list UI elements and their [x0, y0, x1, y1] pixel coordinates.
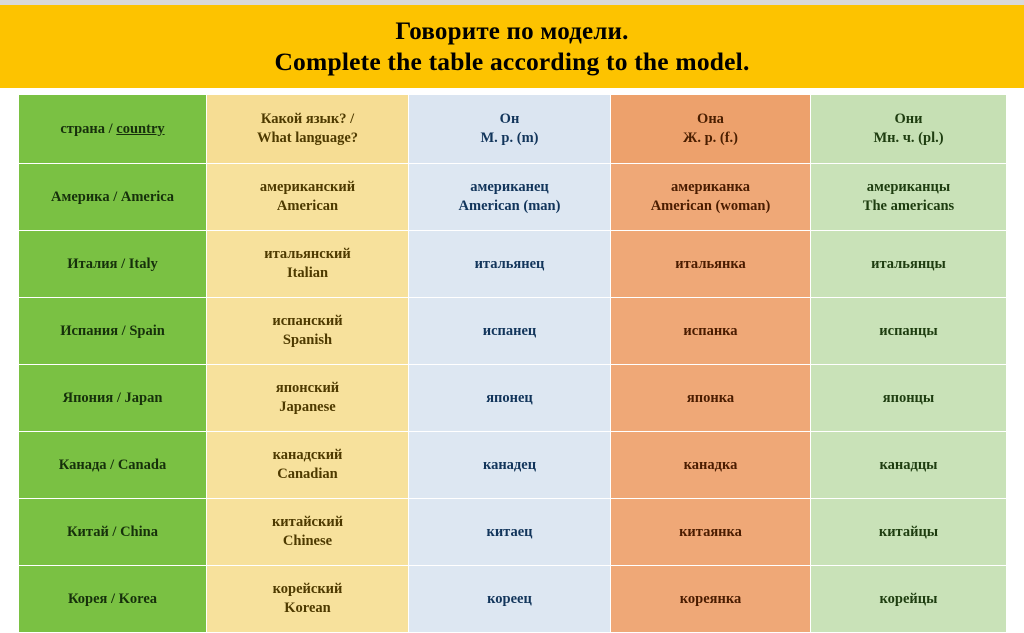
- header-plural-line2: Мн. ч. (pl.): [873, 130, 944, 146]
- cell-language-line1: американский: [259, 179, 356, 195]
- cell-language-line1: итальянский: [264, 246, 351, 262]
- cell-country-line1: Корея / Korea: [67, 590, 158, 607]
- header-cell-feminine: [611, 95, 811, 164]
- header-masculine-line1: Он: [499, 111, 520, 127]
- cell-feminine-line2: American (woman): [650, 198, 771, 214]
- title-line-russian: Говорите по модели.: [395, 17, 629, 45]
- cell-country: [19, 164, 207, 231]
- cell-language-line2: Canadian: [277, 466, 338, 482]
- cell-masculine-line1: испанец: [482, 322, 537, 339]
- cell-masculine: [409, 164, 611, 231]
- cell-plural-line1: корейцы: [879, 590, 938, 607]
- cell-country-line1: Китай / China: [67, 523, 158, 540]
- cell-feminine: [611, 365, 811, 432]
- cell-language-line2: Japanese: [279, 399, 336, 415]
- table-row: [19, 499, 1007, 566]
- cell-masculine-line1: китаец: [486, 523, 533, 540]
- header-cell-plural: [811, 95, 1007, 164]
- cell-language: [207, 231, 409, 298]
- cell-feminine: [611, 566, 811, 633]
- cell-feminine: [611, 499, 811, 566]
- cell-language: [207, 432, 409, 499]
- cell-masculine: [409, 499, 611, 566]
- cell-country: [19, 499, 207, 566]
- cell-language-line1: канадский: [272, 447, 343, 463]
- cell-feminine: [611, 231, 811, 298]
- cell-language: [207, 365, 409, 432]
- cell-plural: [811, 231, 1007, 298]
- cell-plural-line2: The americans: [862, 198, 955, 214]
- cell-country-line1: Канада / Canada: [58, 456, 167, 473]
- cell-plural: [811, 499, 1007, 566]
- cell-language: [207, 164, 409, 231]
- header-masculine-line2: М. р. (m): [480, 130, 539, 146]
- cell-language-line1: японский: [275, 380, 340, 396]
- table-row: [19, 432, 1007, 499]
- cell-language: [207, 499, 409, 566]
- cell-country-line1: Япония / Japan: [62, 389, 163, 406]
- header-language-line2: What language?: [256, 130, 359, 146]
- title-banner: [0, 5, 1024, 88]
- cell-plural-line1: американцы: [866, 179, 951, 195]
- cell-masculine: [409, 566, 611, 633]
- cell-country-line1: Америка / America: [50, 188, 174, 205]
- cell-feminine-line1: итальянка: [675, 255, 746, 272]
- cell-masculine-line1: японец: [486, 389, 533, 406]
- cell-feminine-line1: кореянка: [679, 590, 742, 607]
- cell-language-line2: American: [276, 198, 339, 214]
- cell-country: [19, 365, 207, 432]
- table-row: [19, 566, 1007, 633]
- cell-language-line1: испанский: [272, 313, 343, 329]
- cell-masculine-line1: американец: [470, 179, 549, 195]
- header-feminine-line1: Она: [697, 111, 724, 127]
- cell-country: [19, 231, 207, 298]
- cell-plural: [811, 365, 1007, 432]
- cell-plural: [811, 164, 1007, 231]
- cell-masculine: [409, 365, 611, 432]
- cell-feminine-line1: китаянка: [679, 523, 742, 540]
- table-row: [19, 365, 1007, 432]
- cell-language-line2: Chinese: [282, 533, 333, 549]
- cell-feminine-line1: японка: [686, 389, 735, 406]
- title-line-english: Complete the table according to the model.: [274, 46, 750, 76]
- header-cell-country: [19, 95, 207, 164]
- header-country-label-ru: страна /: [60, 120, 117, 137]
- cell-feminine-line1: испанка: [683, 322, 738, 339]
- cell-feminine: [611, 432, 811, 499]
- cell-feminine: [611, 298, 811, 365]
- cell-masculine-line1: кореец: [487, 590, 532, 607]
- cell-language-line2: Italian: [286, 265, 329, 281]
- cell-language: [207, 298, 409, 365]
- header-language-line1: Какой язык? /: [260, 111, 355, 127]
- cell-plural: [811, 432, 1007, 499]
- table-header-row: [19, 95, 1007, 164]
- cell-country: [19, 432, 207, 499]
- cell-country-line1: Италия / Italy: [67, 255, 158, 272]
- cell-language-line1: китайский: [271, 514, 344, 530]
- cell-plural-line1: канадцы: [879, 456, 938, 473]
- cell-language-line1: корейский: [272, 581, 343, 597]
- cell-plural-line1: японцы: [882, 389, 935, 406]
- cell-masculine-line2: American (man): [458, 198, 561, 214]
- table-row: [19, 298, 1007, 365]
- cell-language-line2: Korean: [284, 600, 331, 616]
- table-row: [19, 164, 1007, 231]
- cell-language: [207, 566, 409, 633]
- header-cell-language: [207, 95, 409, 164]
- header-country-label-en: country: [116, 120, 165, 137]
- cell-plural-line1: китайцы: [878, 523, 939, 540]
- cell-plural: [811, 566, 1007, 633]
- cell-country-line1: Испания / Spain: [60, 322, 165, 339]
- header-country-text: [22, 120, 203, 139]
- cell-plural-line1: испанцы: [879, 322, 938, 339]
- cell-plural: [811, 298, 1007, 365]
- cell-country: [19, 566, 207, 633]
- cell-country: [19, 298, 207, 365]
- cell-masculine: [409, 432, 611, 499]
- cell-language-line2: Spanish: [282, 332, 333, 348]
- cell-feminine-line1: американка: [670, 179, 751, 195]
- cell-feminine-line1: канадка: [683, 456, 738, 473]
- header-cell-masculine: [409, 95, 611, 164]
- cell-masculine: [409, 231, 611, 298]
- header-feminine-line2: Ж. р. (f.): [682, 130, 738, 146]
- cell-masculine-line1: итальянец: [474, 255, 545, 272]
- vocabulary-table: [18, 94, 1007, 633]
- table-row: [19, 231, 1007, 298]
- cell-feminine: [611, 164, 811, 231]
- header-plural-line1: Они: [894, 111, 923, 127]
- cell-plural-line1: итальянцы: [871, 255, 946, 272]
- cell-masculine-line1: канадец: [482, 456, 537, 473]
- cell-masculine: [409, 298, 611, 365]
